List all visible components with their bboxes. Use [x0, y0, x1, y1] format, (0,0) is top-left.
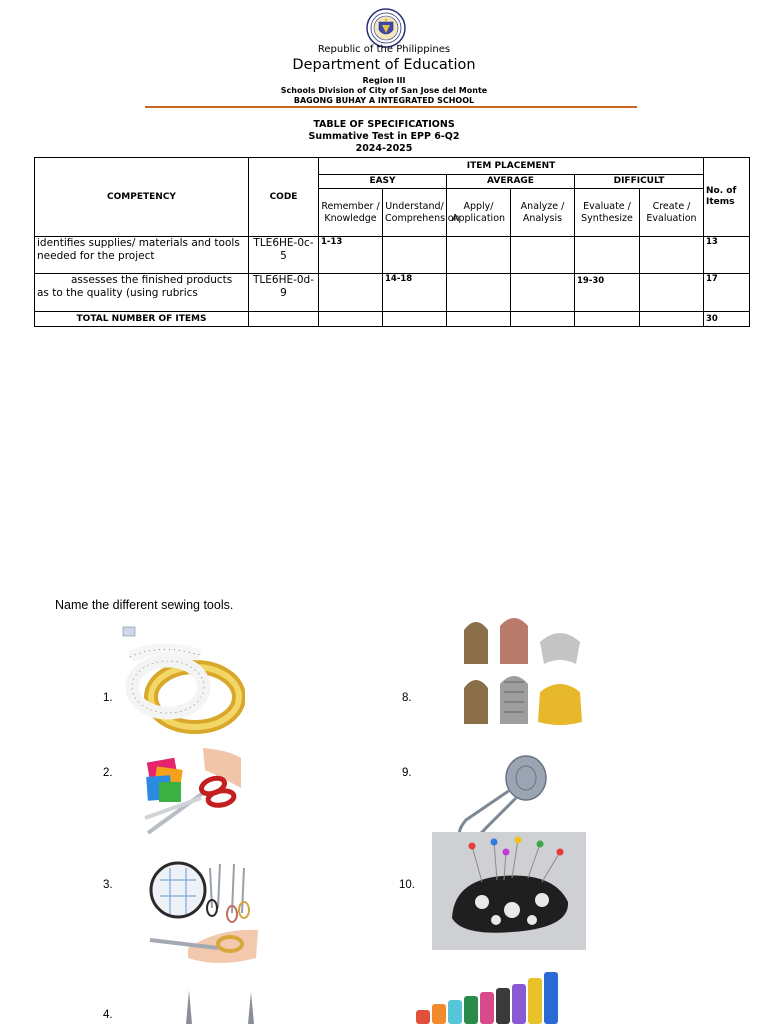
create-cell: [640, 237, 704, 274]
evaluate-cell: [575, 237, 640, 274]
department-text: Department of Education: [292, 57, 476, 73]
worksheet-instruction: Name the different sewing tools.: [55, 598, 234, 612]
analyze-cell: [511, 274, 575, 312]
header-divider: [145, 106, 637, 108]
question-number: 9.: [402, 767, 412, 779]
region-text: Region III: [362, 76, 406, 85]
remember-cell: [319, 274, 383, 312]
item-placement-header: ITEM PLACEMENT: [319, 158, 704, 175]
difficult-header: DIFFICULT: [575, 175, 704, 189]
apply-cell: [447, 274, 511, 312]
seam-ripper-icon: [180, 990, 260, 1024]
table-row: [35, 237, 750, 274]
no-items-header: No. of Items: [704, 158, 750, 237]
code-header: CODE: [249, 158, 319, 237]
school-text: BAGONG BUHAY A INTEGRATED SCHOOL: [293, 96, 475, 105]
total-label: TOTAL NUMBER OF ITEMS: [35, 312, 249, 327]
easy-header: EASY: [319, 175, 447, 189]
thimble-icon: [456, 612, 588, 737]
understand-header: Understand/ Comprehension: [383, 189, 447, 237]
competency-cell: assesses the finished products as to the quality (using rubrics: [35, 274, 249, 312]
republic-text: Republic of the Philippines: [317, 44, 451, 55]
competency-header: COMPETENCY: [35, 158, 249, 237]
division-text: Schools Division of City of San Jose del Monte: [280, 86, 488, 95]
apply-header: Apply/ Application: [447, 189, 511, 237]
create-cell: [640, 274, 704, 312]
code-cell: TLE6HE-0c-5: [249, 237, 319, 274]
question-number: 10.: [399, 879, 415, 891]
create-header: Create / Evaluation: [640, 189, 704, 237]
question-number: 2.: [103, 767, 113, 779]
tos-title: TABLE OF SPECIFICATIONS: [313, 119, 455, 130]
table-row: [35, 274, 750, 312]
remember-cell: 1-13: [319, 237, 383, 274]
total-row: [35, 312, 750, 327]
tape-measure-icon: [120, 625, 245, 735]
pinking-shears-icon: [148, 858, 260, 970]
thread-spools-icon: [410, 970, 575, 1024]
apply-cell: [447, 237, 511, 274]
question-number: 8.: [402, 692, 412, 704]
tos-year: 2024-2025: [355, 143, 413, 154]
understand-cell: 14-18: [383, 274, 447, 312]
competency-cell: identifies supplies/ materials and tools needed for the project: [35, 237, 249, 274]
analyze-header: Analyze / Analysis: [511, 189, 575, 237]
pin-cushion-icon: [432, 832, 586, 950]
analyze-cell: [511, 237, 575, 274]
evaluate-cell: 19-30: [575, 274, 640, 312]
question-number: 4.: [103, 1009, 113, 1021]
total-cell: 13: [704, 237, 750, 274]
code-cell: TLE6HE-0d-9: [249, 274, 319, 312]
question-number: 3.: [103, 879, 113, 891]
question-number: 1.: [103, 692, 113, 704]
grand-total-cell: 30: [704, 312, 750, 327]
evaluate-header: Evaluate / Synthesize: [575, 189, 640, 237]
tos-subtitle: Summative Test in EPP 6-Q2: [308, 131, 460, 142]
fabric-scissors-icon: [143, 748, 243, 844]
specifications-table: [34, 157, 750, 327]
deped-seal-icon: [366, 8, 406, 48]
remember-header: Remember / Knowledge: [319, 189, 383, 237]
total-cell: 17: [704, 274, 750, 312]
average-header: AVERAGE: [447, 175, 575, 189]
understand-cell: [383, 237, 447, 274]
